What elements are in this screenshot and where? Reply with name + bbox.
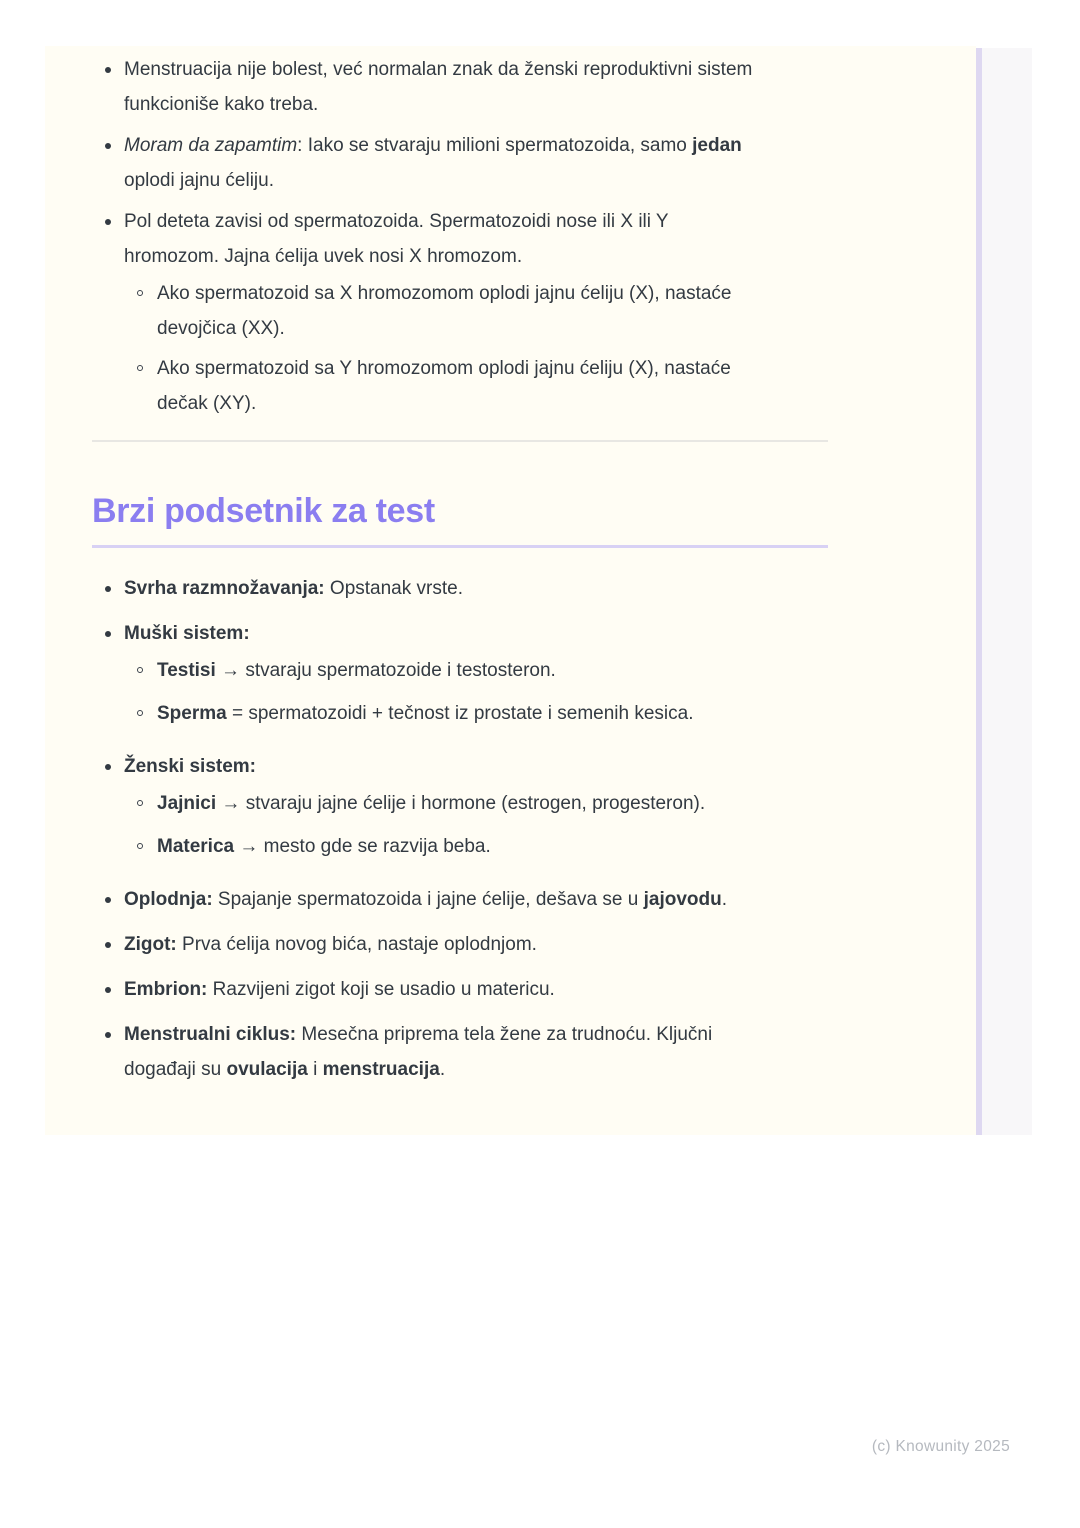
list-item: Muški sistem: Testisi → stvaraju spermatozoide i testosteron. Sperma = spermatozoidi + tečnost iz prostate i semenih kesica. [92,616,828,739]
list-item: Menstrualni ciklus: Mesečna priprema tela žene za trudnoću. Ključni događaji su ovulacija i menstruacija. [92,1017,828,1087]
notes-sub-list [124,653,828,731]
note-page-card [45,46,976,1135]
bullet-dot-icon [92,571,124,606]
bullet-dot-icon [92,204,124,426]
list-item: Ako spermatozoid sa X hromozomom oplodi jajnu ćeliju (X), nastaće devojčica (XX). [124,276,828,346]
notes-sub-list [124,786,828,864]
list-item: Moram da zapamtim: Iako se stvaraju milioni spermatozoida, samo jedan oplodi jajnu ćeliju. [92,128,828,198]
note-content [92,52,828,1097]
bullet-circle-icon [124,276,157,346]
bullet-dot-icon [92,972,124,1007]
notes-sub-list [124,276,828,421]
bullet-dot-icon [92,128,124,198]
list-item: Materica → mesto gde se razvija beba. [124,829,828,864]
bullet-dot-icon [92,52,124,122]
list-item: Svrha razmnožavanja: Opstanak vrste. [92,571,828,606]
list-item: Embrion: Razvijeni zigot koji se usadio u matericu. [92,972,828,1007]
list-item: Ako spermatozoid sa Y hromozomom oplodi jajnu ćeliju (X), nastaće dečak (XY). [124,351,828,421]
list-item: Pol deteta zavisi od spermatozoida. Spermatozoidi nose ili X ili Y hromozom. Jajna ćelija uvek nosi X hromozom. Ako spermatozoid sa X hromozomom oplodi jajnu ćeliju (X), nastaće devojčica (XX). Ako spermatozoid sa Y hromozomom oplodi jajnu ćeliju (X), nastaće dečak (XY). [92,204,828,426]
bullet-circle-icon [124,653,157,688]
list-item: Jajnici → stvaraju jajne ćelije i hormone (estrogen, progesteron). [124,786,828,821]
bullet-circle-icon [124,696,157,731]
bullet-dot-icon [92,927,124,962]
list-item: Testisi → stvaraju spermatozoide i testosteron. [124,653,828,688]
next-page-edge [982,48,1032,1135]
copyright-footer: (c) Knowunity 2025 [871,1438,1010,1455]
bullet-dot-icon [92,749,124,872]
list-item: Zigot: Prva ćelija novog bića, nastaje oplodnjom. [92,927,828,962]
list-item: Oplodnja: Spajanje spermatozoida i jajne ćelije, dešava se u jajovodu. [92,882,828,917]
notes-bullet-list-summary [92,571,828,1087]
list-item: Sperma = spermatozoidi + tečnost iz prostate i semenih kesica. [124,696,828,731]
section-heading: Brzi podsetnik za test [92,492,828,548]
notes-bullet-list-top [92,52,828,426]
bullet-circle-icon [124,786,157,821]
bullet-dot-icon [92,1017,124,1087]
bullet-dot-icon [92,882,124,917]
bullet-dot-icon [92,616,124,739]
list-item: Ženski sistem: Jajnici → stvaraju jajne ćelije i hormone (estrogen, progesteron). Materica → mesto gde se razvija beba. [92,749,828,872]
bullet-circle-icon [124,351,157,421]
section-divider [92,440,828,442]
bullet-circle-icon [124,829,157,864]
list-item: Menstruacija nije bolest, već normalan znak da ženski reproduktivni sistem funkcioniše kako treba. [92,52,828,122]
